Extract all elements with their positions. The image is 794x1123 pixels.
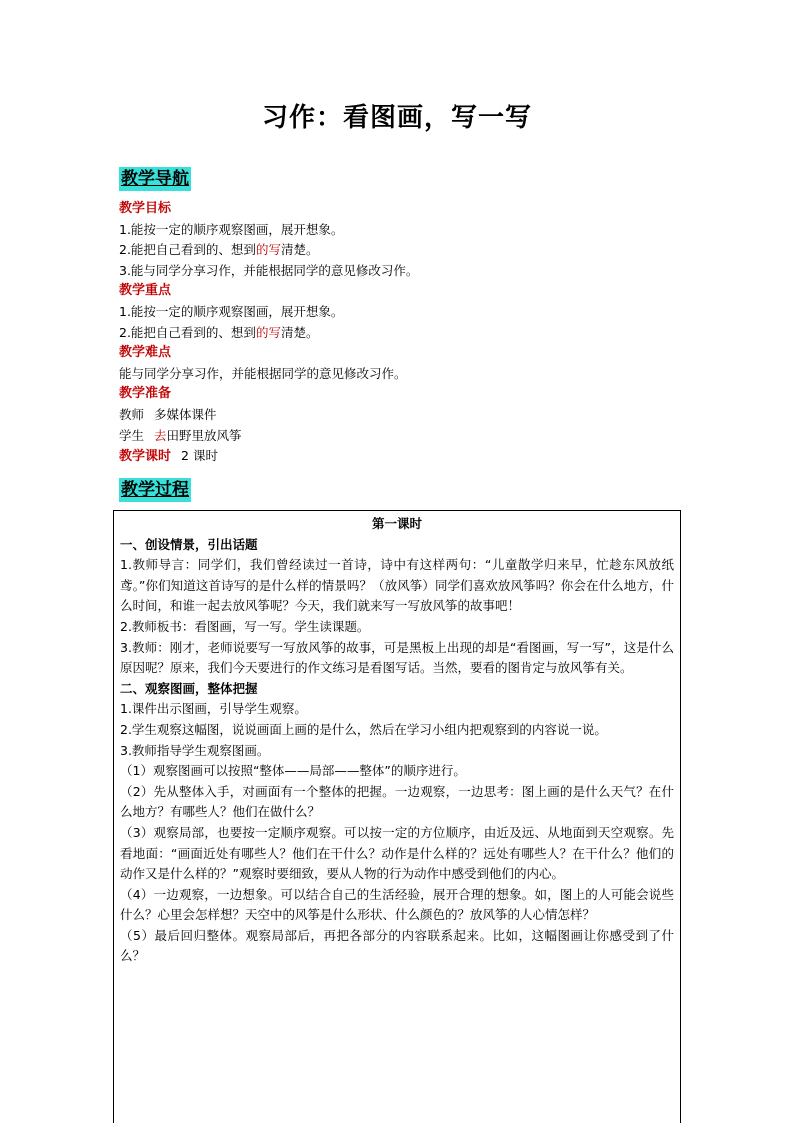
process-paragraph: 2.教师板书：看图画，写一写。学生读课题。: [120, 618, 370, 634]
goal-list: [119, 220, 679, 282]
key-item: [119, 323, 679, 344]
key-heading: 教学重点: [119, 283, 172, 299]
prep-student-highlight: 去: [154, 427, 167, 443]
teaching-guide-header: 教学导航: [121, 169, 189, 189]
prep-student-row: [119, 426, 679, 447]
process-paragraph: 1.课件出示图画，引导学生观察。: [120, 701, 307, 717]
key-item-post: 清楚。: [280, 324, 319, 340]
hours-heading: 教学课时: [119, 449, 172, 465]
prep-student-value: 田野里放风筝: [166, 427, 242, 443]
process-paragraph: （2）先从整体入手，对画面有一个整体的把握。一边观察，一边思考：图上画的是什么天气？在什么地方？有哪些人？他们在做什么？: [120, 783, 674, 820]
process-paragraph: （1）观察图画可以按照“整体——局部——整体”的顺序进行。: [120, 763, 466, 779]
process-table: [113, 510, 681, 1123]
teaching-guide-block: [119, 199, 679, 468]
goal-heading: 教学目标: [119, 201, 172, 216]
goal-item-pre: 1.能按一定的顺序观察图画，展开想象。: [119, 221, 344, 237]
process-content: [120, 535, 674, 967]
difficulty-heading: 教学难点: [119, 345, 172, 361]
goal-item: [119, 240, 679, 261]
goal-item-mid: 的写: [255, 242, 281, 258]
goal-item: [119, 220, 679, 241]
teaching-process-header: 教学过程: [121, 480, 189, 500]
lesson-title: 第一课时: [371, 516, 422, 531]
process-paragraph: （5）最后回归整体。观察局部后，再把各部分的内容联系起来。比如，这幅图画让你感受到了什么？: [120, 927, 674, 964]
process-section-title: 一、创设情景，引出话题: [120, 536, 258, 552]
hours-value: 2 课时: [181, 448, 218, 464]
key-item-pre: 2.能把自己看到的、想到: [119, 324, 256, 340]
process-paragraph: 1.教师导言：同学们，我们曾经读过一首诗，诗中有这样两句：“儿童散学归来早，忙趁东风放纸鸢。”你们知道这首诗写的是什么样的情景吗？（放风筝）同学们喜欢放风筝吗？你会在什么地方，什么时间，和谁一起去放风筝呢？今天，我们就来写一写放风筝的故事吧！: [120, 557, 674, 614]
hours-row: [119, 446, 679, 468]
prep-teacher-label: 教师: [119, 406, 145, 422]
key-item-pre: 1.能按一定的顺序观察图画，展开想象。: [119, 303, 344, 319]
key-list: [119, 302, 679, 343]
process-section-title: 二、观察图画，整体把握: [120, 680, 258, 696]
goal-item-pre: 2.能把自己看到的、想到: [119, 242, 256, 258]
goal-item: [119, 261, 679, 282]
process-paragraph: （4）一边观察，一边想象。可以结合自己的生活经验，展开合理的想象。如，图上的人可能会说些什么？心里会怎样想？天空中的风筝是什么形状、什么颜色的？放风筝的人心情怎样？: [120, 886, 674, 923]
difficulty-text: 能与同学分享习作，并能根据同学的意见修改习作。: [119, 365, 407, 381]
prep-teacher-value: 多媒体课件: [154, 406, 217, 422]
goal-item-post: 清楚。: [280, 242, 319, 258]
process-paragraph: 2.学生观察这幅图，说说画面上画的是什么，然后在学习小组内把观察到的内容说一说。: [120, 721, 607, 737]
process-paragraph: 3.教师：刚才，老师说要写一写放风筝的故事，可是黑板上出现的却是“看图画，写一写”，这是什么原因呢？原来，我们今天要进行的作文练习是看图写话。当然，要看的图肯定与放风筝有关。: [120, 639, 674, 676]
prep-student-label: 学生: [119, 427, 145, 443]
prep-teacher-row: [119, 405, 679, 426]
page-title: 习作：看图画，写一写: [261, 103, 532, 133]
preparation-heading: 教学准备: [119, 386, 172, 402]
process-paragraph: （3）观察局部，也要按一定顺序观察。可以按一定的方位顺序，由近及远、从地面到天空观察。先看地面：“画面近处有哪些人？他们在干什么？动作是什么样的？远处有哪些人？在干什么？他们的动作又是什么样的？”观察时要细致，要从人物的行为动作中感受到他们的内心。: [120, 824, 674, 882]
key-item: [119, 302, 679, 323]
goal-item-pre: 3.能与同学分享习作，并能根据同学的意见修改习作。: [119, 262, 419, 278]
key-item-mid: 的写: [255, 324, 281, 340]
process-paragraph: 3.教师指导学生观察图画。: [120, 742, 270, 758]
